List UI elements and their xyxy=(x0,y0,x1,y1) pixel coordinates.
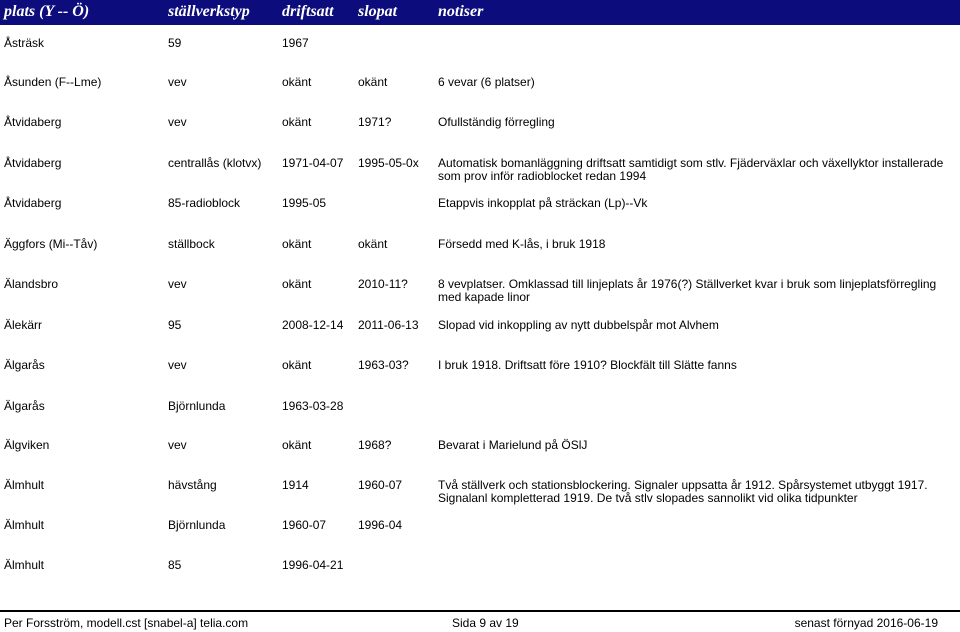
cell-notes: Försedd med K-lås, i bruk 1918 xyxy=(438,237,606,251)
cell-in-service: 1914 xyxy=(282,478,309,492)
cell-place: Åsträsk xyxy=(4,36,45,50)
cell-closed: okänt xyxy=(358,75,388,89)
cell-place: Älgarås xyxy=(4,399,45,413)
cell-in-service: 1971-04-07 xyxy=(282,156,344,170)
cell-place: Älgarås xyxy=(4,358,45,372)
cell-interlocking-type: vev xyxy=(168,115,187,129)
cell-place: Älmhult xyxy=(4,518,45,532)
cell-in-service: okänt xyxy=(282,277,312,291)
cell-closed: 1996-04 xyxy=(358,518,403,532)
cell-in-service: okänt xyxy=(282,438,312,452)
cell-place: Älandsbro xyxy=(4,277,59,291)
header-notes: notiser xyxy=(438,3,484,20)
header-interlocking-type: ställverkstyp xyxy=(168,3,250,20)
cell-interlocking-type: vev xyxy=(168,277,187,291)
header-place: plats (Y -- Ö) xyxy=(4,3,90,20)
cell-place: Äggfors (Mi--Tåv) xyxy=(4,237,98,251)
cell-interlocking-type: 85-radioblock xyxy=(168,196,241,210)
cell-place: Älgviken xyxy=(4,438,50,452)
cell-place: Åtvidaberg xyxy=(4,115,62,129)
cell-in-service: 1995-05 xyxy=(282,196,327,210)
footer-updated: senast förnyad 2016-06-19 xyxy=(794,616,938,630)
cell-interlocking-type: 59 xyxy=(168,36,182,50)
table-header xyxy=(0,0,960,25)
cell-notes: 6 vevar (6 platser) xyxy=(438,75,535,89)
cell-notes: Etappvis inkopplat på sträckan (Lp)--Vk xyxy=(438,196,648,210)
cell-closed: 1968? xyxy=(358,438,392,452)
cell-interlocking-type: centrallås (klotvx) xyxy=(168,156,262,170)
cell-place: Åtvidaberg xyxy=(4,196,62,210)
footer-divider xyxy=(0,610,960,612)
header-closed: slopat xyxy=(358,3,398,20)
cell-interlocking-type: hävstång xyxy=(168,478,217,492)
cell-notes: Ofullständig förregling xyxy=(438,115,555,129)
cell-in-service: 1963-03-28 xyxy=(282,399,344,413)
cell-notes: 8 vevplatser. Omklassad till linjeplats år 1976(?) Ställverket kvar i bruk som linjeplatsförregling med kapade linor xyxy=(438,277,937,304)
cell-notes: Slopad vid inkoppling av nytt dubbelspår mot Alvhem xyxy=(438,318,719,332)
cell-in-service: 1960-07 xyxy=(282,518,327,532)
cell-closed: 2010-11? xyxy=(358,277,408,291)
cell-closed: 1995-05-0x xyxy=(358,156,419,170)
cell-closed: 1971? xyxy=(358,115,392,129)
cell-place: Åsunden (F--Lme) xyxy=(4,75,102,89)
cell-in-service: 2008-12-14 xyxy=(282,318,344,332)
cell-interlocking-type: 85 xyxy=(168,558,182,572)
cell-closed: 1960-07 xyxy=(358,478,403,492)
cell-in-service: okänt xyxy=(282,237,312,251)
cell-notes: Bevarat i Marielund på ÖSlJ xyxy=(438,438,588,452)
cell-in-service: okänt xyxy=(282,75,312,89)
cell-notes: Automatisk bomanläggning driftsatt samtidigt som stlv. Fjäderväxlar och växellyktor installerade som prov inför radioblocket redan 1994 xyxy=(438,156,944,183)
cell-interlocking-type: Björnlunda xyxy=(168,518,226,532)
cell-interlocking-type: vev xyxy=(168,358,187,372)
cell-interlocking-type: vev xyxy=(168,438,187,452)
footer-author: Per Forsström, modell.cst [snabel-a] telia.com xyxy=(4,616,249,630)
cell-place: Älmhult xyxy=(4,558,45,572)
cell-place: Åtvidaberg xyxy=(4,156,62,170)
cell-closed: 2011-06-13 xyxy=(358,318,419,332)
cell-in-service: 1967 xyxy=(282,36,309,50)
cell-closed: 1963-03? xyxy=(358,358,409,372)
cell-notes: Två ställverk och stationsblockering. Signaler uppsatta år 1912. Spårsystemet utbyggt 1917. Signalanl kompletterad 1919. De två stlv slopades sannolikt vid olika tidpunkter xyxy=(438,478,928,505)
cell-place: Älekärr xyxy=(4,318,43,332)
footer-page-number: Sida 9 av 19 xyxy=(452,616,519,630)
cell-in-service: 1996-04-21 xyxy=(282,558,344,572)
cell-notes: I bruk 1918. Driftsatt före 1910? Blockfält till Slätte fanns xyxy=(438,358,737,372)
cell-in-service: okänt xyxy=(282,115,312,129)
cell-closed: okänt xyxy=(358,237,388,251)
cell-place: Älmhult xyxy=(4,478,45,492)
header-in-service: driftsatt xyxy=(282,3,334,20)
cell-interlocking-type: ställbock xyxy=(168,237,215,251)
cell-interlocking-type: Björnlunda xyxy=(168,399,226,413)
cell-in-service: okänt xyxy=(282,358,312,372)
cell-interlocking-type: vev xyxy=(168,75,187,89)
cell-interlocking-type: 95 xyxy=(168,318,182,332)
